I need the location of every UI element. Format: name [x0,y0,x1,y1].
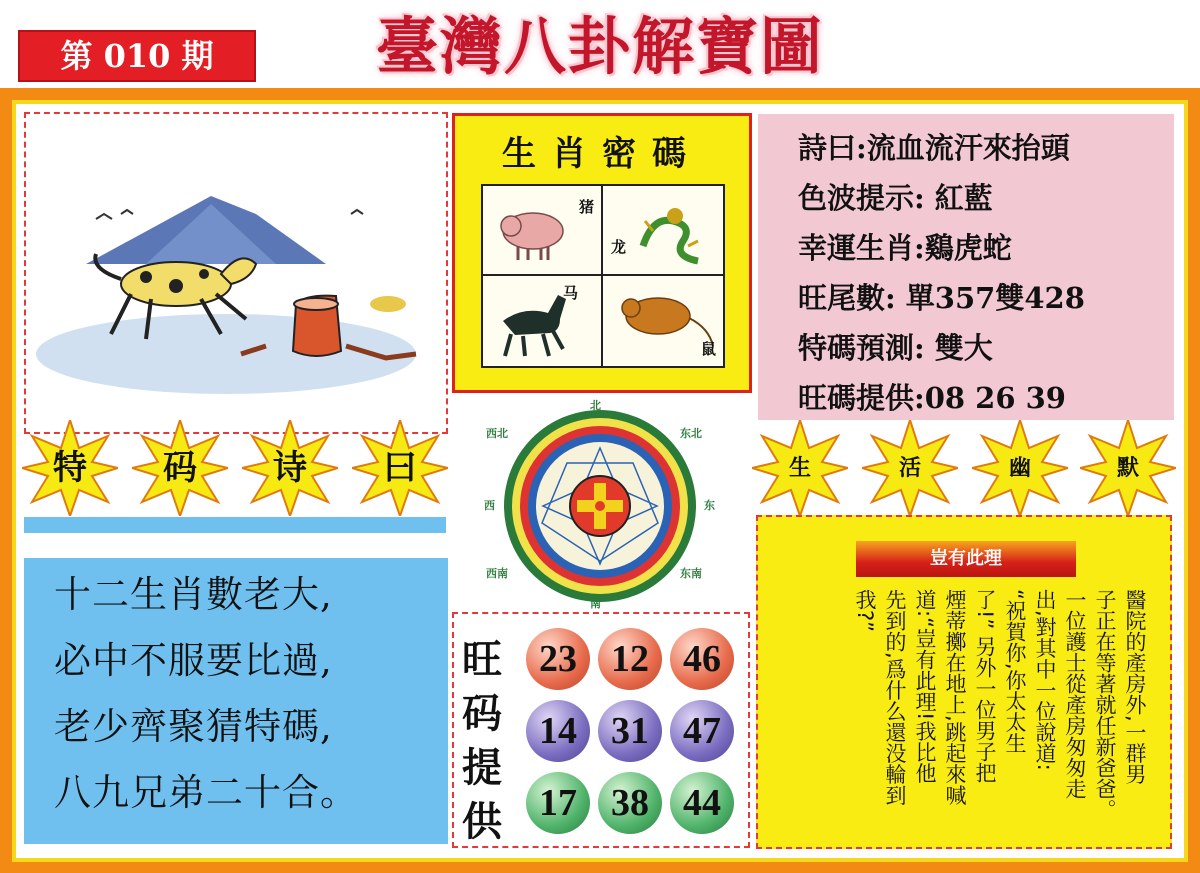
poem-line: 必中不服要比過, [54,639,333,682]
poem-hint: 詩曰:流血流汗來抬頭 [798,131,1070,165]
lucky-ball-blue: 14 [526,700,590,762]
lucky-label-char: 供 [462,798,502,845]
star-char: 生 [788,455,811,481]
star-char: 码 [163,448,197,488]
story-column: 出,對其中一位說道: [1033,589,1057,771]
color-wave-hint: 色波提示: 紅藍 [798,181,993,215]
poem-line: 老少齊聚猜特碼, [54,705,333,748]
story-column: “祝賀你,你太太生 [1003,589,1027,754]
direction-northeast: 东北 [680,427,702,440]
poem-box [24,558,448,844]
lucky-ball-red: 12 [598,628,662,690]
direction-northwest: 西北 [486,427,508,440]
direction-east: 东 [704,499,715,512]
lucky-ball-green: 38 [598,772,662,834]
star-badge [972,420,1068,516]
story-column: 醫院的產房外,一群男 [1123,589,1147,785]
humor-story-box [756,515,1172,849]
info-panel [758,114,1174,420]
zodiac-cell-horse [483,276,603,366]
story-column: 煙蒂擲在地上,跳起來喊 [943,589,967,806]
direction-north: 北 [590,399,601,412]
star-char: 曰 [383,448,417,488]
zodiac-cell-dragon [603,186,723,276]
zodiac-label-pig: 猪 [579,198,595,216]
zodiac-grid [481,184,725,368]
star-char: 特 [53,448,87,488]
lucky-ball-blue: 31 [598,700,662,762]
star-char: 诗 [273,448,307,488]
direction-west: 西 [484,499,495,512]
star-char: 活 [898,455,921,481]
star-badge [752,420,848,516]
lucky-label-char: 提 [462,744,502,791]
lucky-ball-green: 44 [670,772,734,834]
story-column: 一位護士從產房匆匆走 [1063,589,1087,799]
lucky-ball-green: 17 [526,772,590,834]
zodiac-code-box [452,113,752,393]
poem-strip [24,517,446,533]
story-column: 我?” [853,589,877,633]
zodiac-label-dragon: 龙 [611,238,627,256]
story-column: 子正在等著就任新爸爸。 [1093,589,1117,820]
story-column: 道:“豈有此理!我比他 [913,589,937,784]
page-title: 臺灣八卦解寶圖 [375,10,824,83]
lucky-label-char: 码 [462,690,502,737]
lucky-ball-blue: 47 [670,700,734,762]
lucky-ball-red: 23 [526,628,590,690]
lucky-tail-numbers: 旺尾數: 單357雙428 [798,281,1085,315]
bagua-wheel [482,399,718,610]
dog-mountain-illustration [24,112,448,434]
lucky-ball-red: 46 [670,628,734,690]
star-badge [352,420,448,516]
story-column: 先到的,爲什么還没輪到 [883,589,907,806]
direction-southwest: 西南 [486,567,508,580]
lucky-zodiac: 幸運生肖:鷄虎蛇 [798,231,1012,265]
horse-icon [483,276,601,364]
zodiac-label-rat: 鼠 [701,340,717,358]
star-badge [132,420,228,516]
star-badge [22,420,118,516]
dragon-icon [603,186,721,274]
star-badge [862,420,958,516]
star-char: 默 [1116,455,1139,481]
lucky-label-char: 旺 [462,636,502,683]
poem-line: 八九兄弟二十合。 [54,771,358,814]
zodiac-cell-rat [603,276,723,366]
special-code-forecast: 特碼預測: 雙大 [798,331,993,365]
zodiac-code-title: 生肖密碼 [502,134,702,174]
story-column: 了!” 另外一位男子把 [973,589,997,783]
zodiac-label-horse: 马 [563,284,579,302]
star-badge [242,420,338,516]
issue-number-badge: 第 010 期 [18,30,256,82]
direction-south: 南 [590,597,601,610]
direction-southeast: 东南 [680,567,702,580]
star-char: 幽 [1008,455,1031,481]
lucky-codes: 旺碼提供:08 26 39 [798,381,1066,415]
zodiac-cell-pig [483,186,603,276]
star-badge [1080,420,1176,516]
scene-drawing [26,114,446,432]
lucky-number-box [452,612,750,848]
poem-line: 十二生肖數老大, [54,573,333,616]
story-title: 豈有此理 [856,541,1076,577]
